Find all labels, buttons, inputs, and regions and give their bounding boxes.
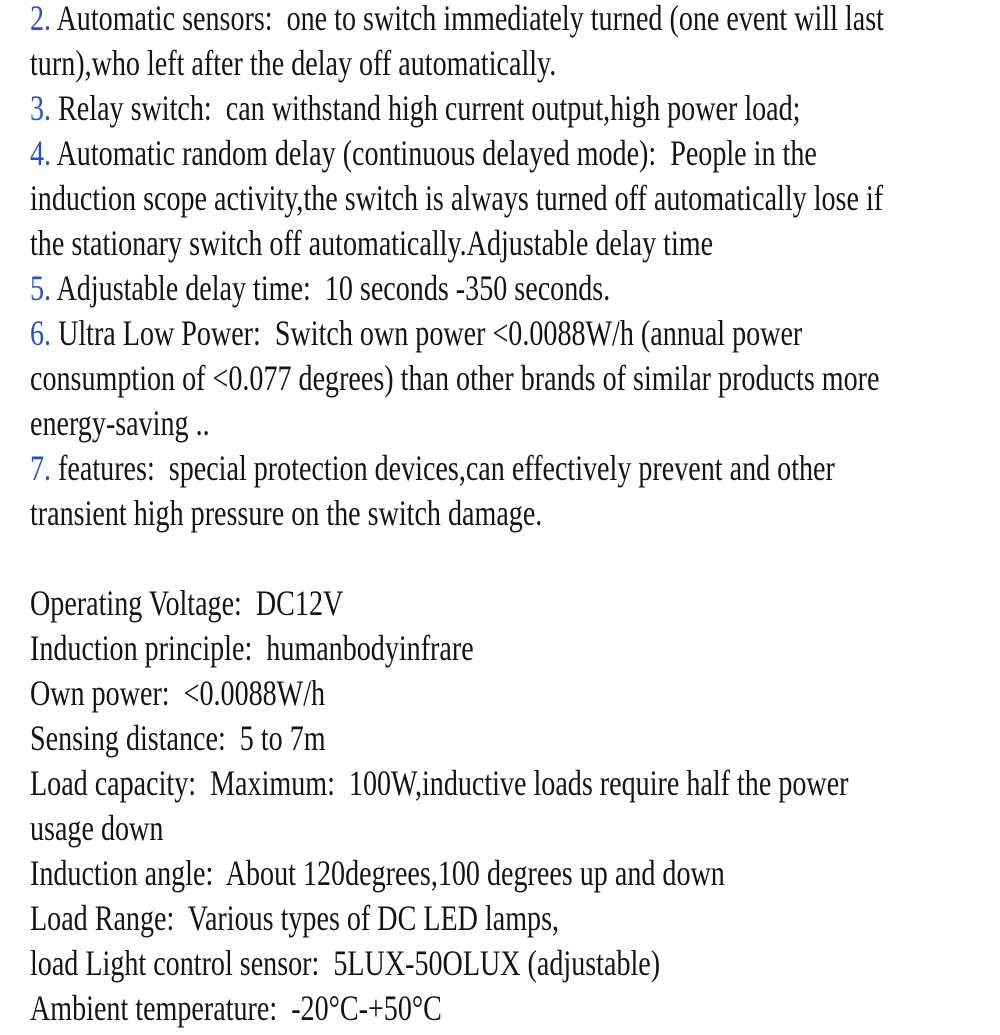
line-number: 7. — [30, 448, 52, 488]
line-text: energy-saving .. — [30, 403, 210, 443]
spec-line — [30, 851, 787, 896]
spec-line — [30, 941, 787, 986]
text-line — [30, 131, 817, 176]
line-text: Ultra Low Power: Switch own power <0.0088W/h (annual power — [51, 313, 803, 353]
line-text: Adjustable delay time: 10 seconds -350 seconds. — [51, 268, 611, 308]
line-number: 2. — [30, 0, 52, 38]
line-text: Automatic sensors: one to switch immediately turned (one event will last — [51, 0, 884, 38]
line-text: turn),who left after the delay off automatically. — [30, 43, 557, 83]
line-text: Automatic random delay (continuous delayed mode): People in the — [51, 133, 817, 173]
spec-line-cutoff — [30, 986, 787, 1031]
line-text: Induction angle: About 120degrees,100 degrees up and down — [30, 853, 725, 893]
spec-line — [30, 806, 787, 851]
spec-line — [30, 761, 849, 806]
line-text: Load Range: Various types of DC LED lamps, — [30, 898, 560, 938]
text-line — [30, 41, 787, 86]
text-line — [30, 356, 880, 401]
text-line — [30, 221, 787, 266]
text-line — [30, 311, 803, 356]
line-number: 5. — [30, 268, 52, 308]
line-text: features: special protection devices,can effectively prevent and other — [51, 448, 835, 488]
line-text: the stationary switch off automatically.Adjustable delay time — [30, 223, 714, 263]
line-text: consumption of <0.077 degrees) than other brands of similar products more — [30, 358, 880, 398]
line-text: Induction principle: humanbodyinfrare — [30, 628, 474, 668]
spec-line — [30, 581, 787, 626]
line-text: Ambient temperature: -20°C-+50°C — [30, 988, 442, 1028]
spec-line — [30, 671, 787, 716]
spec-line — [30, 716, 787, 761]
line-text: Load capacity: Maximum: 100W,inductive loads require half the power — [30, 763, 849, 803]
line-number: 6. — [30, 313, 52, 353]
text-line — [30, 86, 801, 131]
line-text: Operating Voltage: DC12V — [30, 583, 344, 623]
line-text: Sensing distance: 5 to 7m — [30, 718, 326, 758]
spec-line — [30, 626, 787, 671]
text-line — [30, 266, 787, 311]
text-line — [30, 491, 787, 536]
text-line — [30, 176, 884, 221]
line-number: 3. — [30, 88, 52, 128]
blank-line — [30, 536, 787, 581]
text-line — [30, 446, 835, 491]
line-text: usage down — [30, 808, 164, 848]
line-text: transient high pressure on the switch damage. — [30, 493, 543, 533]
line-text: Relay switch: can withstand high current output,high power load; — [51, 88, 801, 128]
line-number: 4. — [30, 133, 52, 173]
line-text: load Light control sensor: 5LUX-50OLUX (adjustable) — [30, 943, 661, 983]
line-text: Own power: <0.0088W/h — [30, 673, 326, 713]
spec-line — [30, 896, 787, 941]
text-line — [30, 0, 884, 41]
text-line — [30, 401, 787, 446]
line-text: induction scope activity,the switch is always turned off automatically lose if — [30, 178, 884, 218]
